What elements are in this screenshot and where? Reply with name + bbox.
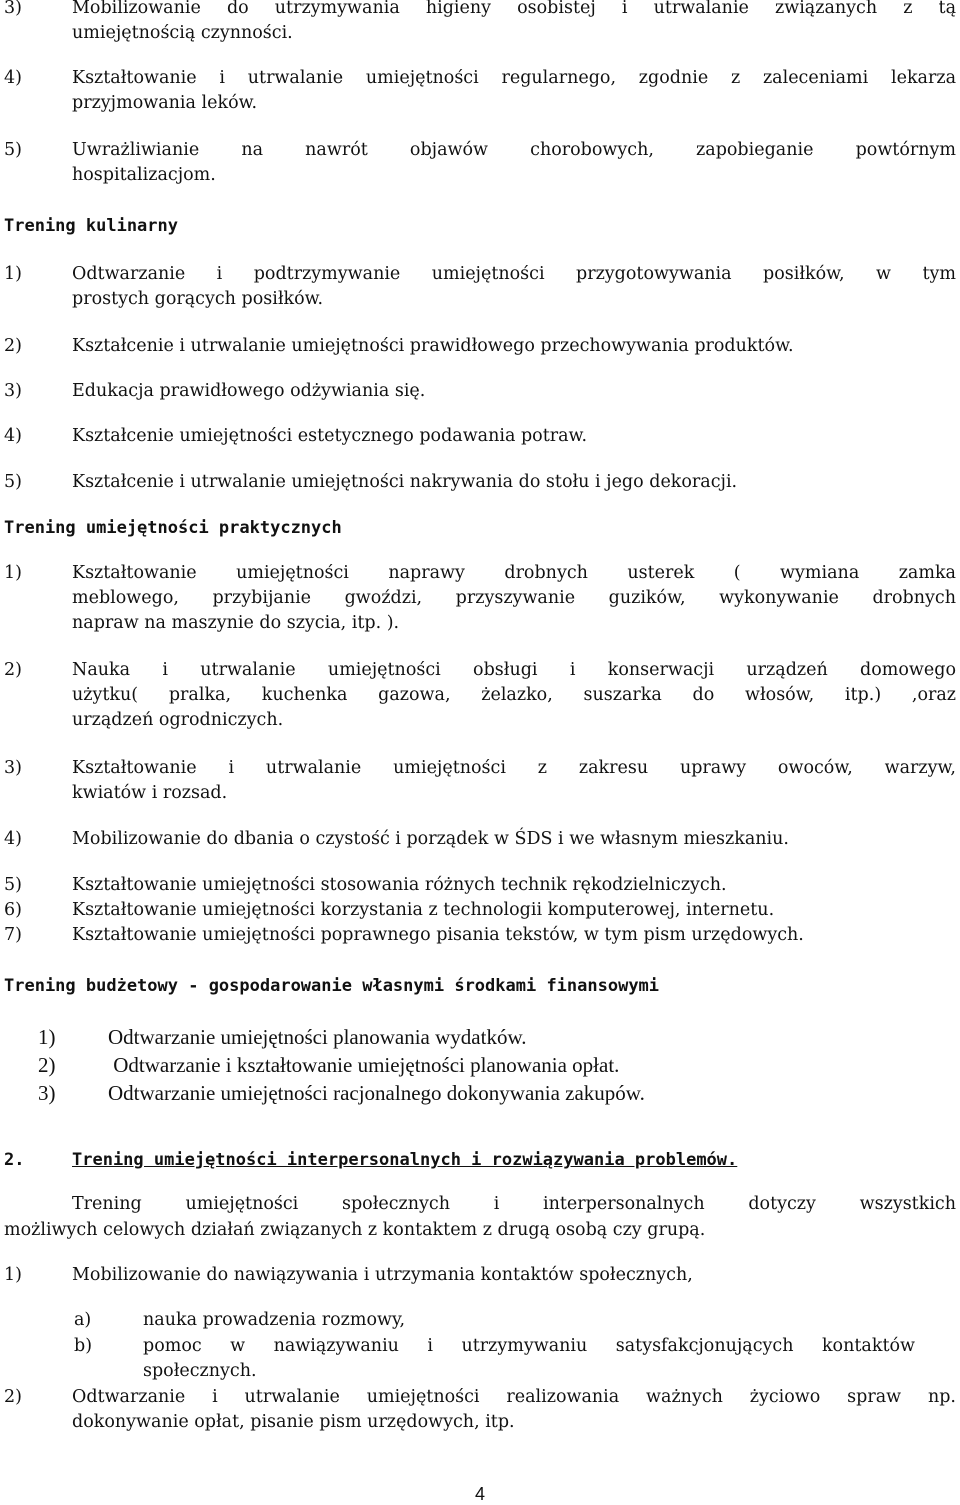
list-item bbox=[4, 138, 956, 188]
section-heading-praktyczne: Trening umiejętności praktycznych bbox=[4, 518, 342, 538]
item-number: 4) bbox=[4, 426, 22, 446]
item-line: Kształtowanie umiejętności korzystania z technologii komputerowej, internetu. bbox=[72, 900, 775, 920]
budget-item-text: Odtwarzanie i kształtowanie umiejętności planowania opłat. bbox=[108, 1053, 620, 1077]
item-line: urządzeń ogrodniczych. bbox=[72, 710, 284, 730]
budget-item-number: 2) bbox=[38, 1053, 56, 1077]
section-heading-kulinarny: Trening kulinarny bbox=[4, 216, 178, 236]
subitem-letter: b) bbox=[74, 1336, 93, 1356]
item-line: Kształtowanie i utrwalanie umiejętności z zakresu uprawy owoców, warzyw, bbox=[72, 758, 956, 778]
subitem-line: pomoc w nawiązywaniu i utrzymywaniu satysfakcjonujących kontaktów bbox=[143, 1336, 915, 1356]
item-line: Odtwarzanie i utrwalanie umiejętności realizowania ważnych życiowo spraw np. bbox=[72, 1387, 956, 1407]
intro-line: możliwych celowych działań związanych z kontaktem z drugą osobą czy grupą. bbox=[4, 1220, 706, 1240]
item-number: 5) bbox=[4, 140, 22, 160]
subitem-line: społecznych. bbox=[143, 1361, 257, 1381]
item-number: 2) bbox=[4, 660, 22, 680]
item-number: 5) bbox=[4, 875, 22, 895]
budget-item-text: Odtwarzanie umiejętności racjonalnego dokonywania zakupów. bbox=[108, 1081, 645, 1105]
section-heading-budzetowy: Trening budżetowy - gospodarowanie własnymi środkami finansowymi bbox=[4, 976, 660, 996]
list-item bbox=[4, 262, 956, 312]
item-line: umiejętnością czynności. bbox=[72, 23, 293, 43]
item-line: Kształtowanie umiejętności stosowania różnych technik rękodzielniczych. bbox=[72, 875, 727, 895]
item-line: przyjmowania leków. bbox=[72, 93, 258, 113]
section-title: Trening umiejętności interpersonalnych i rozwiązywania problemów. bbox=[72, 1150, 738, 1170]
item-line: Mobilizowanie do dbania o czystość i porządek w ŚDS i we własnym mieszkaniu. bbox=[72, 829, 789, 849]
item-line: Edukacja prawidłowego odżywiania się. bbox=[72, 381, 426, 401]
item-line: Kształtowanie umiejętności naprawy drobnych usterek ( wymiana zamka bbox=[72, 563, 956, 583]
budget-item-number: 3) bbox=[38, 1081, 56, 1105]
item-number: 1) bbox=[4, 264, 22, 284]
item-line: Odtwarzanie i podtrzymywanie umiejętności przygotowywania posiłków, w tym bbox=[72, 264, 956, 284]
item-number: 1) bbox=[4, 1265, 22, 1285]
item-line: Kształcenie umiejętności estetycznego podawania potraw. bbox=[72, 426, 588, 446]
intro-line: Trening umiejętności społecznych i interpersonalnych dotyczy wszystkich bbox=[72, 1194, 956, 1214]
subitem-letter: a) bbox=[74, 1310, 92, 1330]
item-number: 5) bbox=[4, 472, 22, 492]
item-number: 2) bbox=[4, 336, 22, 356]
item-line: dokonywanie opłat, pisanie pism urzędowych, itp. bbox=[72, 1412, 515, 1432]
item-line: Mobilizowanie do utrzymywania higieny osobistej i utrwalanie związanych z tą bbox=[72, 0, 956, 18]
item-number: 1) bbox=[4, 563, 22, 583]
list-item bbox=[4, 66, 956, 116]
item-line: Kształtowanie i utrwalanie umiejętności regularnego, zgodnie z zaleceniami lekarza bbox=[72, 68, 956, 88]
item-line: Kształtowanie umiejętności poprawnego pisania tekstów, w tym pism urzędowych. bbox=[72, 925, 804, 945]
item-number: 4) bbox=[4, 68, 22, 88]
subitem-line: nauka prowadzenia rozmowy, bbox=[143, 1310, 406, 1330]
item-line: użytku( pralka, kuchenka gazowa, żelazko, suszarka do włosów, itp.) ,oraz bbox=[72, 685, 956, 705]
item-line: Nauka i utrwalanie umiejętności obsługi i konserwacji urządzeń domowego bbox=[72, 660, 956, 680]
item-number: 2) bbox=[4, 1387, 22, 1407]
item-line: Uwrażliwianie na nawrót objawów chorobowych, zapobieganie powtórnym bbox=[72, 140, 956, 160]
item-number: 7) bbox=[4, 925, 22, 945]
section-number: 2. bbox=[4, 1150, 25, 1170]
budget-item-number: 1) bbox=[38, 1025, 56, 1049]
item-line: meblowego, przybijanie gwoździ, przyszywanie guzików, wykonywanie drobnych bbox=[72, 588, 956, 608]
item-number: 3) bbox=[4, 381, 22, 401]
page-number: 4 bbox=[474, 1484, 485, 1504]
item-line: napraw na maszynie do szycia, itp. ). bbox=[72, 613, 400, 633]
item-line: Kształcenie i utrwalanie umiejętności nakrywania do stołu i jego dekoracji. bbox=[72, 472, 738, 492]
item-line: Kształcenie i utrwalanie umiejętności prawidłowego przechowywania produktów. bbox=[72, 336, 794, 356]
list-item bbox=[4, 0, 956, 46]
item-number: 3) bbox=[4, 758, 22, 778]
item-number: 3) bbox=[4, 0, 22, 18]
item-number: 6) bbox=[4, 900, 22, 920]
item-line: prostych gorących posiłków. bbox=[72, 289, 324, 309]
item-line: Mobilizowanie do nawiązywania i utrzymania kontaktów społecznych, bbox=[72, 1265, 693, 1285]
intro-paragraph bbox=[4, 1191, 956, 1243]
item-line: hospitalizacjom. bbox=[72, 165, 216, 185]
item-number: 4) bbox=[4, 829, 22, 849]
budget-item-text: Odtwarzanie umiejętności planowania wydatków. bbox=[108, 1025, 527, 1049]
item-line: kwiatów i rozsad. bbox=[72, 783, 228, 803]
